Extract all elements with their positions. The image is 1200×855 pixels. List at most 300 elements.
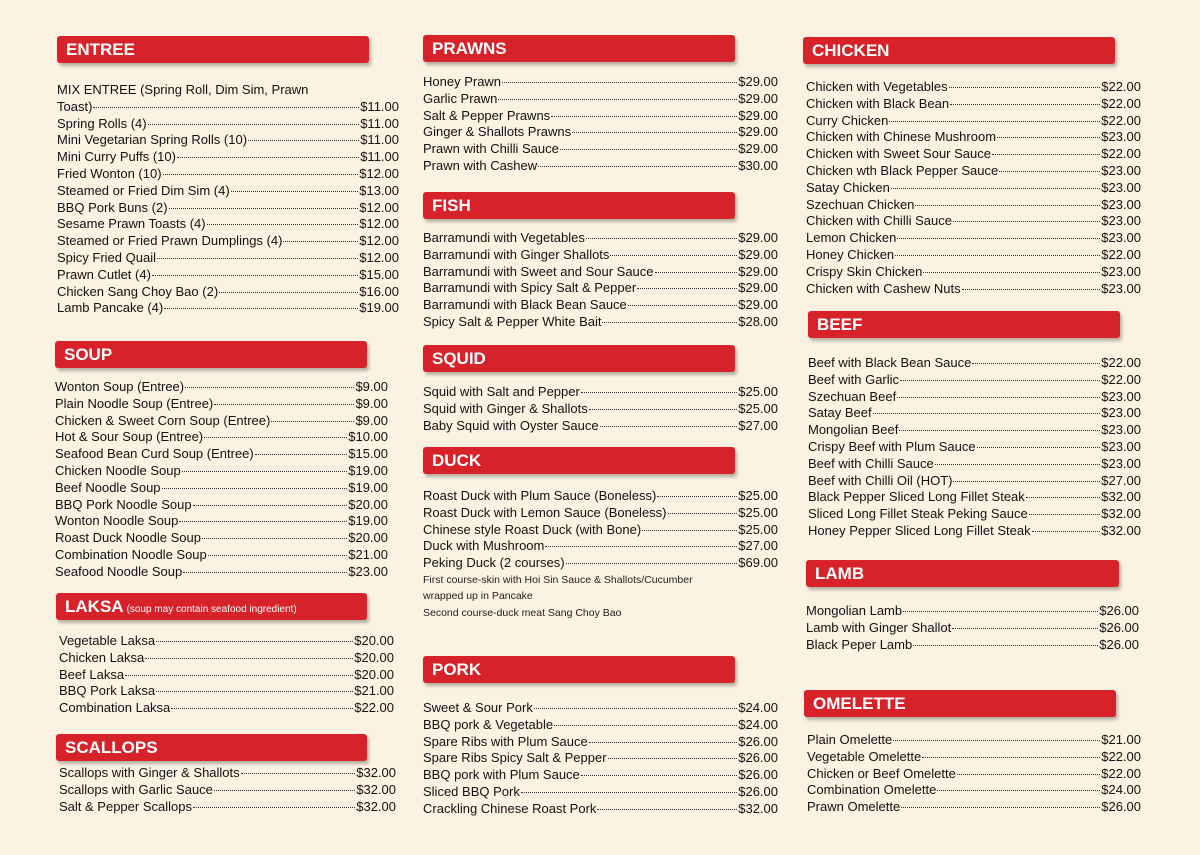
menu-item-name: Combination Omelette xyxy=(807,782,937,798)
fish-list xyxy=(423,230,778,331)
soup-section xyxy=(55,341,388,581)
entree-first-item-name-2: Toast) xyxy=(57,98,93,114)
leader-dots xyxy=(193,504,348,506)
menu-item-price: $22.00 xyxy=(1101,355,1141,370)
menu-item xyxy=(423,784,778,801)
menu-item-price: $11.00 xyxy=(360,149,399,165)
menu-item-price: $28.00 xyxy=(738,313,778,329)
leader-dots xyxy=(897,396,1100,398)
menu-item-price: $26.00 xyxy=(1099,636,1139,652)
menu-item-price: $24.00 xyxy=(738,716,778,732)
menu-item-price: $12.00 xyxy=(359,199,399,215)
menu-item xyxy=(808,372,1141,389)
menu-item xyxy=(423,91,778,108)
menu-item-price: $26.00 xyxy=(738,767,778,783)
leader-dots xyxy=(231,190,359,192)
menu-item xyxy=(423,141,778,158)
leader-dots xyxy=(937,789,1100,791)
menu-item-name: Chicken Laksa xyxy=(59,649,145,665)
leader-dots xyxy=(915,204,1100,206)
menu-item-name: Barramundi with Ginger Shallots xyxy=(423,246,610,262)
menu-item-name: Steamed or Fried Prawn Dumplings (4) xyxy=(57,233,283,249)
scallops-header xyxy=(56,734,367,761)
menu-item-price: $26.00 xyxy=(738,783,778,799)
leader-dots xyxy=(202,537,347,539)
leader-dots xyxy=(1029,513,1101,515)
menu-item xyxy=(57,183,399,200)
menu-item-price: $29.00 xyxy=(738,246,778,262)
chicken-section xyxy=(803,37,1141,297)
leader-dots xyxy=(893,739,1100,741)
chicken-title: CHICKEN xyxy=(812,41,890,60)
menu-item-name: Szechuan Beef xyxy=(808,388,897,404)
menu-item-name: Honey Prawn xyxy=(423,74,502,89)
menu-item-name: Chicken wth Black Pepper Sauce xyxy=(806,162,999,178)
chicken-list xyxy=(803,79,1141,297)
menu-item-name: Lamb Pancake (4) xyxy=(57,300,164,316)
menu-item xyxy=(55,396,388,413)
leader-dots xyxy=(545,545,737,547)
omelette-title: OMELETTE xyxy=(813,694,906,713)
duck-list xyxy=(423,488,778,572)
leader-dots xyxy=(185,386,354,388)
lamb-section xyxy=(806,560,1139,653)
menu-item xyxy=(806,230,1141,247)
menu-item xyxy=(59,683,394,700)
leader-dots xyxy=(889,120,1100,122)
leader-dots xyxy=(145,657,353,659)
leader-dots xyxy=(214,789,355,791)
menu-item-name: Spicy Fried Quail xyxy=(57,249,156,265)
duck-note-2: wrapped up in Pancake xyxy=(423,590,533,603)
menu-item-name: Combination Noodle Soup xyxy=(55,546,207,562)
menu-item-price: $29.00 xyxy=(738,297,778,313)
menu-item-price: $26.00 xyxy=(738,750,778,766)
lamb-header xyxy=(806,560,1119,587)
menu-item-name: Crispy Skin Chicken xyxy=(806,263,923,279)
menu-item-name: Black Peper Lamb xyxy=(806,636,913,652)
menu-item xyxy=(423,538,778,555)
menu-item-price: $20.00 xyxy=(348,496,388,512)
leader-dots xyxy=(248,139,359,141)
menu-item-name: Mini Vegetarian Spring Rolls (10) xyxy=(57,132,248,148)
menu-item-price: $30.00 xyxy=(738,157,778,173)
leader-dots xyxy=(895,254,1100,256)
squid-header xyxy=(423,345,735,372)
leader-dots xyxy=(655,271,738,273)
menu-item xyxy=(57,284,399,301)
menu-item-price: $29.00 xyxy=(738,141,778,157)
menu-item-price: $20.00 xyxy=(354,633,394,648)
leader-dots xyxy=(164,307,358,309)
menu-item-name: Barramundi with Black Bean Sauce xyxy=(423,297,627,313)
menu-item-name: Chicken with Chilli Sauce xyxy=(806,213,952,229)
menu-item-price: $23.00 xyxy=(1101,196,1141,212)
menu-item-name: Ginger & Shallots Prawns xyxy=(423,124,572,140)
entree-title: ENTREE xyxy=(66,40,135,59)
menu-item-price: $12.00 xyxy=(359,233,399,249)
leader-dots xyxy=(952,627,1098,629)
menu-item xyxy=(55,547,388,564)
menu-item-price: $19.00 xyxy=(348,479,388,495)
entree-first-item-price: $11.00 xyxy=(360,98,399,114)
leader-dots xyxy=(93,106,359,108)
menu-item-name: Hot & Sour Soup (Entree) xyxy=(55,429,204,445)
menu-item xyxy=(55,379,388,396)
menu-item-name: Szechuan Chicken xyxy=(806,196,915,212)
menu-item-name: Salt & Pepper Scallops xyxy=(59,798,192,814)
leader-dots xyxy=(183,571,347,573)
menu-item-name: Plain Noodle Soup (Entree) xyxy=(55,395,214,411)
leader-dots xyxy=(207,223,359,225)
leader-dots xyxy=(897,237,1100,239)
leader-dots xyxy=(152,274,358,276)
duck-section xyxy=(423,447,778,621)
menu-item-name: Satay Beef xyxy=(808,405,872,421)
menu-item xyxy=(423,734,778,751)
leader-dots xyxy=(949,86,1101,88)
leader-dots xyxy=(214,403,354,405)
menu-item xyxy=(423,74,778,91)
menu-item-name: Chicken Noodle Soup xyxy=(55,462,181,478)
leader-dots xyxy=(901,806,1100,808)
menu-item-price: $23.00 xyxy=(1101,280,1141,296)
menu-item-name: Squid with Ginger & Shallots xyxy=(423,400,588,416)
pork-title: PORK xyxy=(432,660,482,679)
scallops-title: SCALLOPS xyxy=(65,738,158,757)
menu-item-name: Chicken Sang Choy Bao (2) xyxy=(57,283,219,299)
menu-item xyxy=(423,418,778,435)
menu-item xyxy=(808,389,1141,406)
menu-item-name: Sliced BBQ Pork xyxy=(423,783,520,799)
leader-dots xyxy=(581,391,737,393)
leader-dots xyxy=(602,321,737,323)
leader-dots xyxy=(193,806,355,808)
menu-item-name: Chinese style Roast Duck (with Bone) xyxy=(423,521,642,537)
leader-dots xyxy=(554,724,737,726)
menu-item-price: $20.00 xyxy=(348,530,388,546)
menu-item xyxy=(423,230,778,247)
menu-item xyxy=(808,506,1141,523)
menu-item-price: $22.00 xyxy=(1101,146,1141,162)
menu-item-price: $21.00 xyxy=(1101,732,1141,747)
menu-item-name: Beef Laksa xyxy=(59,666,125,682)
menu-item xyxy=(423,314,778,331)
leader-dots xyxy=(957,773,1100,775)
menu-item-name: Sesame Prawn Toasts (4) xyxy=(57,216,206,232)
menu-item-price: $23.00 xyxy=(1101,455,1141,471)
menu-item-price: $22.00 xyxy=(1101,79,1141,94)
menu-item xyxy=(808,523,1141,540)
menu-item xyxy=(808,355,1141,372)
squid-list xyxy=(423,384,778,434)
duck-title: DUCK xyxy=(432,451,482,470)
menu-item-price: $23.00 xyxy=(1101,263,1141,279)
menu-item-price: $29.00 xyxy=(738,263,778,279)
fish-section xyxy=(423,192,778,331)
menu-item-price: $23.00 xyxy=(1101,230,1141,246)
menu-item-name: Barramundi with Sweet and Sour Sauce xyxy=(423,263,654,279)
laksa-section xyxy=(56,593,394,717)
leader-dots xyxy=(900,379,1100,381)
menu-item-price: $32.00 xyxy=(1101,506,1141,522)
pork-header xyxy=(423,656,735,683)
menu-item-name: Chicken with Sweet Sour Sauce xyxy=(806,146,991,162)
menu-item xyxy=(806,213,1141,230)
leader-dots xyxy=(148,123,360,125)
menu-item xyxy=(806,113,1141,130)
menu-item xyxy=(807,782,1141,799)
leader-dots xyxy=(498,98,737,100)
menu-item-name: Lemon Chicken xyxy=(806,230,897,246)
beef-section xyxy=(808,311,1141,540)
menu-item-name: Chicken with Chinese Mushroom xyxy=(806,129,997,145)
menu-item-name: Barramundi with Vegetables xyxy=(423,230,585,245)
menu-item-price: $22.00 xyxy=(354,700,394,716)
menu-item xyxy=(806,264,1141,281)
leader-dots xyxy=(628,304,737,306)
menu-item-price: $23.00 xyxy=(348,563,388,579)
scallops-section xyxy=(56,734,396,815)
leader-dots xyxy=(502,81,737,83)
menu-item-name: Chicken & Sweet Corn Soup (Entree) xyxy=(55,412,271,428)
leader-dots xyxy=(953,220,1100,222)
menu-item-price: $23.00 xyxy=(1101,388,1141,404)
leader-dots xyxy=(163,173,359,175)
menu-item xyxy=(423,124,778,141)
menu-item-name: Scallops with Garlic Sauce xyxy=(59,781,213,797)
menu-item xyxy=(423,401,778,418)
menu-item-price: $26.00 xyxy=(1099,619,1139,635)
menu-item xyxy=(55,463,388,480)
menu-item xyxy=(423,522,778,539)
menu-item-name: Steamed or Fried Dim Sim (4) xyxy=(57,182,230,198)
menu-item-price: $15.00 xyxy=(359,266,399,282)
menu-item-price: $24.00 xyxy=(1101,782,1141,798)
menu-item-price: $25.00 xyxy=(738,384,778,399)
omelette-header xyxy=(804,690,1116,717)
menu-item-price: $25.00 xyxy=(738,488,778,503)
menu-item-name: Beef Noodle Soup xyxy=(55,479,161,495)
leader-dots xyxy=(637,287,737,289)
beef-header xyxy=(808,311,1120,338)
menu-item-name: Baby Squid with Oyster Sauce xyxy=(423,417,599,433)
menu-item-price: $10.00 xyxy=(348,429,388,445)
menu-item-price: $20.00 xyxy=(354,666,394,682)
menu-item-name: Beef with Chilli Oil (HOT) xyxy=(808,472,953,488)
menu-item xyxy=(806,603,1139,620)
menu-item-name: Roast Duck with Lemon Sauce (Boneless) xyxy=(423,504,667,520)
leader-dots xyxy=(586,237,737,239)
menu-item-price: $9.00 xyxy=(355,412,388,428)
menu-item-price: $23.00 xyxy=(1101,129,1141,145)
menu-item xyxy=(423,505,778,522)
menu-item-price: $19.00 xyxy=(348,462,388,478)
menu-item-name: Curry Chicken xyxy=(806,112,889,128)
menu-item xyxy=(57,116,399,133)
laksa-subtitle: (soup may contain seafood ingredient) xyxy=(126,604,297,615)
menu-item-price: $32.00 xyxy=(1101,522,1141,538)
menu-item-name: Spring Rolls (4) xyxy=(57,115,147,131)
menu-item xyxy=(808,422,1141,439)
menu-item xyxy=(423,108,778,125)
leader-dots xyxy=(972,362,1100,364)
menu-item xyxy=(808,489,1141,506)
squid-title: SQUID xyxy=(432,349,486,368)
menu-item xyxy=(807,732,1141,749)
leader-dots xyxy=(999,170,1100,172)
menu-item-price: $26.00 xyxy=(1099,603,1139,618)
menu-item-name: Salt & Pepper Prawns xyxy=(423,107,551,123)
leader-dots xyxy=(997,136,1100,138)
leader-dots xyxy=(903,610,1098,612)
menu-item xyxy=(423,280,778,297)
menu-item-price: $27.00 xyxy=(738,538,778,554)
menu-item xyxy=(59,782,396,799)
laksa-header xyxy=(56,593,367,620)
menu-item-price: $12.00 xyxy=(359,249,399,265)
menu-item-name: BBQ pork with Plum Sauce xyxy=(423,767,580,783)
menu-item-price: $23.00 xyxy=(1101,162,1141,178)
menu-item-name: Prawn with Cashew xyxy=(423,157,538,173)
menu-item xyxy=(808,456,1141,473)
menu-item xyxy=(55,530,388,547)
duck-note-3: Second course-duck meat Sang Choy Bao xyxy=(423,606,622,619)
menu-item-name: Chicken with Cashew Nuts xyxy=(806,280,961,296)
menu-item-name: Chicken with Black Bean xyxy=(806,95,950,111)
leader-dots xyxy=(913,644,1098,646)
menu-item-name: Duck with Mushroom xyxy=(423,538,545,554)
leader-dots xyxy=(891,187,1100,189)
menu-item-price: $22.00 xyxy=(1101,748,1141,764)
leader-dots xyxy=(589,408,737,410)
prawns-title: PRAWNS xyxy=(432,39,507,58)
menu-item-name: Fried Wonton (10) xyxy=(57,165,162,181)
menu-item xyxy=(55,446,388,463)
menu-item xyxy=(806,146,1141,163)
entree-first-item-name-1: MIX ENTREE (Spring Roll, Dim Sim, Prawn xyxy=(57,82,309,97)
menu-item-price: $22.00 xyxy=(1101,112,1141,128)
omelette-list xyxy=(804,732,1141,816)
leader-dots xyxy=(171,707,353,709)
pork-section xyxy=(423,656,778,818)
menu-item-price: $19.00 xyxy=(359,300,399,316)
leader-dots xyxy=(642,529,737,531)
menu-item xyxy=(807,766,1141,783)
leader-dots xyxy=(177,156,359,158)
leader-dots xyxy=(899,429,1100,431)
soup-list xyxy=(55,379,388,581)
menu-item xyxy=(59,650,394,667)
menu-item-name: BBQ Pork Buns (2) xyxy=(57,199,168,215)
leader-dots xyxy=(162,487,348,489)
menu-item-price: $23.00 xyxy=(1101,179,1141,195)
entree-first-item xyxy=(57,82,399,116)
leader-dots xyxy=(657,495,737,497)
menu-item-price: $23.00 xyxy=(1101,438,1141,454)
menu-item-name: Mongolian Beef xyxy=(808,422,899,438)
menu-item xyxy=(806,281,1141,298)
leader-dots xyxy=(182,470,347,472)
entree-header xyxy=(57,36,369,63)
menu-item-price: $12.00 xyxy=(359,165,399,181)
menu-item-price: $19.00 xyxy=(348,513,388,529)
soup-header xyxy=(55,341,367,368)
menu-item-price: $27.00 xyxy=(738,417,778,433)
menu-item xyxy=(55,564,388,581)
leader-dots xyxy=(538,165,737,167)
menu-item-name: Beef with Black Bean Sauce xyxy=(808,355,972,370)
menu-item-name: Garlic Prawn xyxy=(423,90,498,106)
menu-item-name: Sweet & Sour Pork xyxy=(423,700,533,715)
leader-dots xyxy=(668,512,738,514)
menu-item-name: Wonton Noodle Soup xyxy=(55,513,179,529)
menu-item-name: Prawn with Chilli Sauce xyxy=(423,141,559,157)
menu-item-name: Plain Omelette xyxy=(807,732,893,747)
menu-item-price: $23.00 xyxy=(1101,213,1141,229)
menu-item-name: Vegetable Omelette xyxy=(807,748,922,764)
menu-item xyxy=(55,497,388,514)
menu-item xyxy=(57,233,399,250)
menu-item xyxy=(806,197,1141,214)
menu-item xyxy=(808,405,1141,422)
menu-item xyxy=(57,149,399,166)
entree-first-item-row xyxy=(57,99,399,116)
menu-item-price: $12.00 xyxy=(359,216,399,232)
leader-dots xyxy=(600,425,738,427)
leader-dots xyxy=(179,520,347,522)
menu-item xyxy=(423,264,778,281)
menu-item xyxy=(807,799,1141,816)
menu-item-price: $21.00 xyxy=(348,546,388,562)
menu-item xyxy=(57,250,399,267)
menu-item-price: $29.00 xyxy=(738,280,778,296)
menu-item xyxy=(808,473,1141,490)
menu-item xyxy=(423,297,778,314)
squid-section xyxy=(423,345,778,434)
menu-item-price: $9.00 xyxy=(355,395,388,411)
omelette-section xyxy=(804,690,1141,816)
menu-item-price: $25.00 xyxy=(738,521,778,537)
menu-item-name: Sliced Long Fillet Steak Peking Sauce xyxy=(808,506,1028,522)
leader-dots xyxy=(157,257,358,259)
leader-dots xyxy=(241,772,356,774)
menu-item xyxy=(806,620,1139,637)
menu-item-name: Vegetable Laksa xyxy=(59,633,156,648)
menu-item-price: $25.00 xyxy=(738,504,778,520)
menu-item xyxy=(423,555,778,572)
prawns-list xyxy=(423,74,778,175)
leader-dots xyxy=(977,446,1101,448)
menu-item xyxy=(55,480,388,497)
lamb-title: LAMB xyxy=(815,564,865,583)
menu-item xyxy=(57,132,399,149)
menu-item xyxy=(57,200,399,217)
entree-list xyxy=(57,116,399,318)
menu-item xyxy=(423,750,778,767)
menu-item-price: $15.00 xyxy=(348,446,388,462)
menu-item-name: Peking Duck (2 courses) xyxy=(423,555,565,571)
menu-item-name: BBQ Pork Noodle Soup xyxy=(55,496,192,512)
menu-item xyxy=(423,384,778,401)
menu-item xyxy=(59,633,394,650)
menu-item-price: $29.00 xyxy=(738,124,778,140)
laksa-list xyxy=(56,633,394,717)
menu-item-price: $25.00 xyxy=(738,400,778,416)
menu-item-price: $22.00 xyxy=(1101,765,1141,781)
menu-item-name: Honey Chicken xyxy=(806,246,895,262)
leader-dots xyxy=(922,756,1100,758)
